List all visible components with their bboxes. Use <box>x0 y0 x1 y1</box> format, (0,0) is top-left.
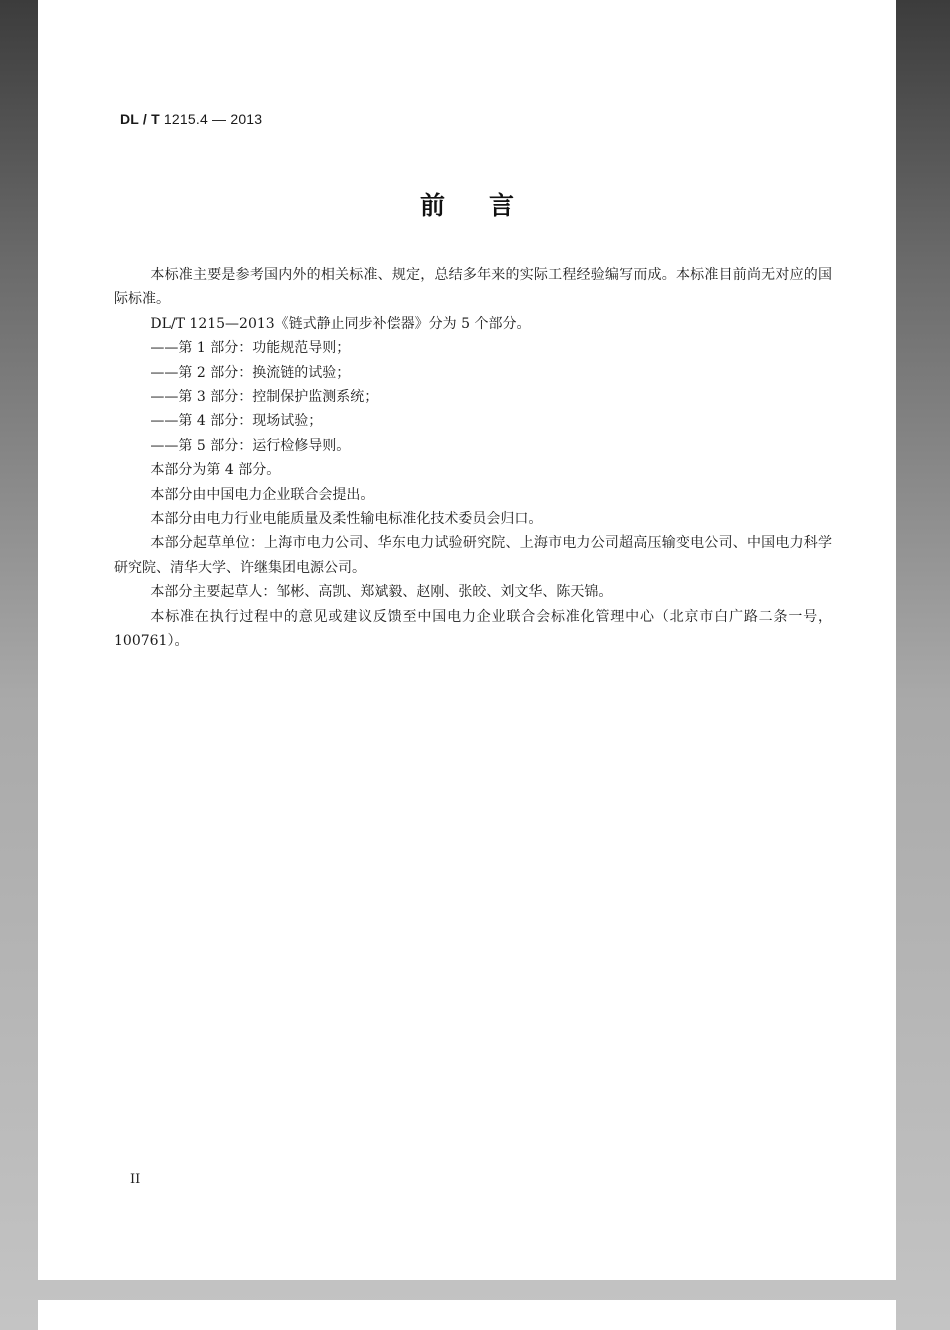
paragraph-committee: 本部分由电力行业电能质量及柔性输电标准化技术委员会归口。 <box>150 511 543 528</box>
paragraph-drafting-units: 本部分起草单位：上海市电力公司、华东电力试验研究院、上海市电力公司超高压输变电公司、中国电力科学研究院、清华大学、许继集团电源公司。 <box>114 535 832 576</box>
standard-code-header <box>120 111 262 127</box>
page-number: II <box>130 1172 141 1187</box>
next-page-edge <box>38 1300 896 1330</box>
list-item-part-4: ——第 4 部分：现场试验； <box>150 413 323 430</box>
document-page <box>38 0 896 1280</box>
list-item-part-3: ——第 3 部分：控制保护监测系统； <box>150 389 379 406</box>
list-item-part-5: ——第 5 部分：运行检修导则。 <box>150 437 351 454</box>
paragraph-this-part: 本部分为第 4 部分。 <box>150 462 281 479</box>
paragraph-intro: 本标准主要是参考国内外的相关标准、规定，总结多年来的实际工程经验编写而成。本标准目前尚无对应的国际标准。 <box>114 267 832 308</box>
list-item-part-2: ——第 2 部分：换流链的试验； <box>150 364 351 381</box>
foreword-body <box>114 263 832 654</box>
list-item-part-1: ——第 1 部分：功能规范导则； <box>150 340 351 357</box>
paragraph-drafters: 本部分主要起草人：邹彬、高凯、郑斌毅、赵刚、张皎、刘文华、陈天锦。 <box>150 584 613 601</box>
paragraph-feedback: 本标准在执行过程中的意见或建议反馈至中国电力企业联合会标准化管理中心（北京市白广路二条一号，100761）。 <box>114 608 832 650</box>
standard-code-prefix: DL / T <box>120 111 160 127</box>
standard-code-number: 1215.4 — 2013 <box>159 111 263 127</box>
paragraph-parts-summary: DL/T 1215—2013《链式静止同步补偿器》分为 5 个部分。 <box>150 315 531 332</box>
page-title: 前言 <box>419 191 558 220</box>
paragraph-proposer: 本部分由中国电力企业联合会提出。 <box>150 486 375 503</box>
